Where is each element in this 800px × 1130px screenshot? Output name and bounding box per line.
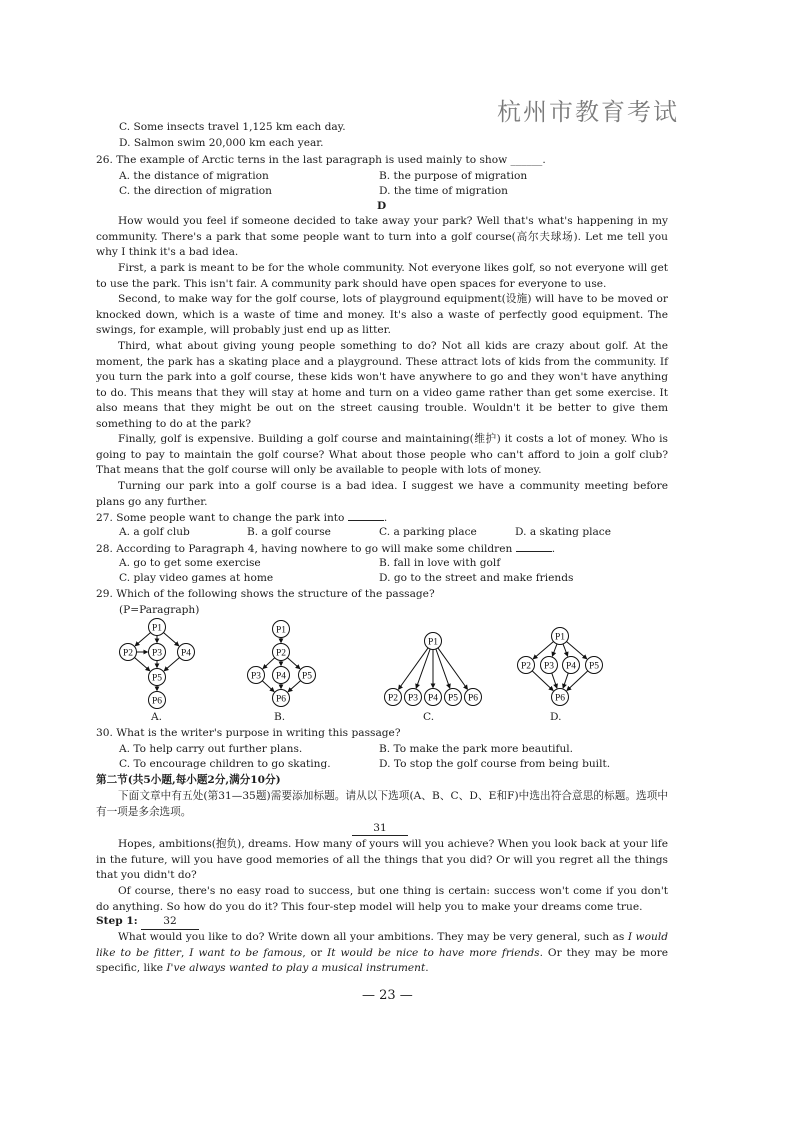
step1-line: [96, 914, 199, 930]
q25-option-d: D. Salmon swim 20,000 km each year.: [119, 137, 324, 149]
diagram-b-node-label: P5: [301, 671, 313, 682]
passage-paragraph-3: Second, to make way for the golf course, lots of playground equipment(设施) will have to be moved or knocked down, which is a waste of time and money. It's also a waste of perfectly good equipment. The swings, for example, will probably just end up as litter.: [96, 293, 668, 337]
q28-option-c: C. play video games at home: [119, 572, 274, 584]
section2-paragraph-1: Hopes, ambitions(抱负), dreams. How many of yours will you achieve? When you look back at your life in the future, will you have good memories of all the things that you did? Or will you regret all the things that you didn't do?: [96, 838, 668, 882]
diagram-d-node-label: P3: [543, 661, 555, 672]
q29-note: (P=Paragraph): [119, 604, 200, 616]
diagram-d-node-label: P6: [554, 693, 566, 704]
q27-option-d: D. a skating place: [515, 526, 612, 538]
q27-period: .: [383, 512, 388, 524]
p3-sep-1: ,: [180, 946, 190, 959]
diagram-c-node-label: P5: [447, 693, 459, 704]
diagram-b-arrow: [262, 681, 274, 692]
diagram-label-b: B.: [274, 711, 286, 723]
blank-32-number: 32: [163, 915, 177, 927]
diagram-a-node-label: P6: [151, 696, 163, 707]
passage-paragraph-1: How would you feel if someone decided to take away your park? Well that's what's happening in my community. There's a park that some people want to turn into a golf course(高尔夫球场). Let me tell you why I think it's a bad idea.: [96, 215, 668, 259]
diagram-a-arrow: [163, 633, 178, 646]
q26-stem: 26. The example of Arctic terns in the last paragraph is used mainly to show ______.: [96, 154, 546, 166]
diagram-d-node-label: P4: [565, 661, 577, 672]
heading-blank-31: [352, 821, 408, 836]
q27-option-b: B. a golf course: [247, 526, 331, 538]
diagram-b-arrow: [288, 681, 301, 692]
diagram-a-arrow: [134, 658, 149, 671]
q28-stem: 28. According to Paragraph 4, having nowhere to go will make some children: [96, 543, 513, 555]
q30-option-b: B. To make the park more beautiful.: [379, 743, 574, 755]
q26-option-a: A. the distance of migration: [119, 170, 269, 182]
diagram-d-node-label: P5: [588, 661, 600, 672]
step1-label: Step 1:: [96, 915, 138, 927]
q30-option-a: A. To help carry out further plans.: [119, 743, 303, 755]
p3-end: .: [425, 962, 429, 975]
diagram-b-node-label: P6: [275, 694, 287, 705]
section-letter: D: [377, 200, 387, 212]
q28-period: .: [551, 543, 556, 555]
q30-option-c: C. To encourage children to go skating.: [119, 758, 331, 770]
p3-intro: What would you like to do? Write down all your ambitions. They may be very general, such as: [118, 931, 628, 943]
diagram-c-node-label: P1: [427, 637, 439, 648]
diagram-label-c: C.: [423, 711, 435, 723]
diagram-d-node-label: P2: [520, 661, 532, 672]
diagram-c-node-label: P6: [467, 693, 479, 704]
q30-option-d: D. To stop the golf course from being built.: [379, 758, 611, 770]
diagram-label-a: A.: [151, 711, 163, 723]
passage-paragraph-5: Finally, golf is expensive. Building a golf course and maintaining(维护) it costs a lot of money. Who is going to pay to maintain the golf course? What about those people who can't afford to join a golf club? That means that the golf course will only be available to people with lots of money.: [96, 433, 668, 477]
passage-paragraph-4: Third, what about giving young people something to do? Not all kids are crazy about golf. At the moment, the park has a skating place and a playground. These attract lots of kids from the community. If you turn the park into a golf course, these kids won't have anywhere to go and they won't have anything to do. This means that they will stay at home and turn on a video game rather than get some exercise. It also means that they might be out on the street causing trouble. Wouldn't it be better to give them something to do at the park?: [96, 340, 668, 430]
diagram-a-node-label: P2: [122, 648, 134, 659]
passage-paragraph-6: Turning our park into a golf course is a bad idea. I suggest we have a community meeting before plans go any further.: [96, 480, 668, 508]
p3-sep-2: , or: [302, 946, 328, 959]
q26-option-c: C. the direction of migration: [119, 185, 272, 197]
blank-32: [141, 914, 199, 930]
p3-example-1: I would like to be fitter: [96, 931, 668, 959]
diagram-a-arrow: [135, 633, 150, 646]
passage-paragraph-2: First, a park is meant to be for the whole community. Not everyone likes golf, so not everyone will get to use the park. This isn't fair. A community park should have open spaces for everyone to use.: [96, 262, 668, 290]
q28-option-b: B. fall in love with golf: [379, 557, 501, 569]
diagram-a-node-label: P1: [151, 623, 163, 634]
p3-example-3: It would be nice to have more friends: [327, 946, 540, 959]
q26-option-d: D. the time of migration: [379, 185, 509, 197]
section2-instruction: 下面文章中有五处(第31—35题)需要添加标题。请从以下选项(A、B、C、D、E和F)中选出符合意思的标题。选项中有一项是多余选项。: [96, 790, 668, 818]
diagram-d-arrow: [563, 644, 568, 656]
diagram-a-node-label: P5: [151, 673, 163, 684]
diagram-label-d: D.: [550, 711, 562, 723]
q28-option-a: A. go to get some exercise: [119, 557, 261, 569]
q25-option-c: C. Some insects travel 1,125 km each day.: [119, 121, 346, 133]
diagram-b-node-label: P4: [275, 671, 287, 682]
diagram-a-node-label: P3: [151, 648, 163, 659]
diagram-b-node-label: P2: [275, 648, 287, 659]
diagram-c-node-label: P2: [387, 693, 399, 704]
blank-31-number: 31: [373, 822, 387, 834]
p3-example-2: I want to be famous: [189, 946, 303, 959]
diagram-d-arrow: [563, 673, 568, 688]
watermark: 杭州市教育考试: [497, 98, 679, 126]
diagram-c-node-label: P4: [427, 693, 439, 704]
diagram-b-node-label: P3: [250, 671, 262, 682]
diagram-a-node-label: P4: [180, 648, 192, 659]
diagram-a-arrow: [164, 658, 179, 671]
diagram-b-arrow: [263, 658, 275, 669]
q29-stem: 29. Which of the following shows the structure of the passage?: [96, 588, 435, 600]
diagram-c-node-label: P3: [407, 693, 419, 704]
diagram-d-arrow: [552, 644, 557, 656]
q26-option-b: B. the purpose of migration: [379, 170, 528, 182]
p3-mid: . Or they may be more specific, like: [96, 946, 668, 975]
diagram-b-node-label: P1: [275, 625, 287, 636]
section2-paragraph-2: Of course, there's no easy road to success, but one thing is certain: success won't come if you don't do anything. So how do you do it? This four-step model will help you to make your dreams come true.: [96, 885, 668, 913]
diagram-d-node-label: P1: [554, 632, 566, 643]
diagram-b-arrow: [287, 658, 300, 669]
p3-example-4: I've always wanted to play a musical instrument: [166, 962, 426, 975]
page-number: — 23 —: [362, 988, 413, 1003]
section2-paragraph-3: [96, 930, 668, 977]
q27-option-a: A. a golf club: [119, 526, 190, 538]
q28-option-d: D. go to the street and make friends: [379, 572, 574, 584]
q27-option-c: C. a parking place: [379, 526, 477, 538]
q27-stem: 27. Some people want to change the park into: [96, 512, 345, 524]
section2-title: 第二节(共5小题,每小题2分,满分10分): [96, 774, 281, 786]
q30-stem: 30. What is the writer's purpose in writing this passage?: [96, 727, 401, 739]
diagram-d-arrow: [552, 673, 557, 688]
